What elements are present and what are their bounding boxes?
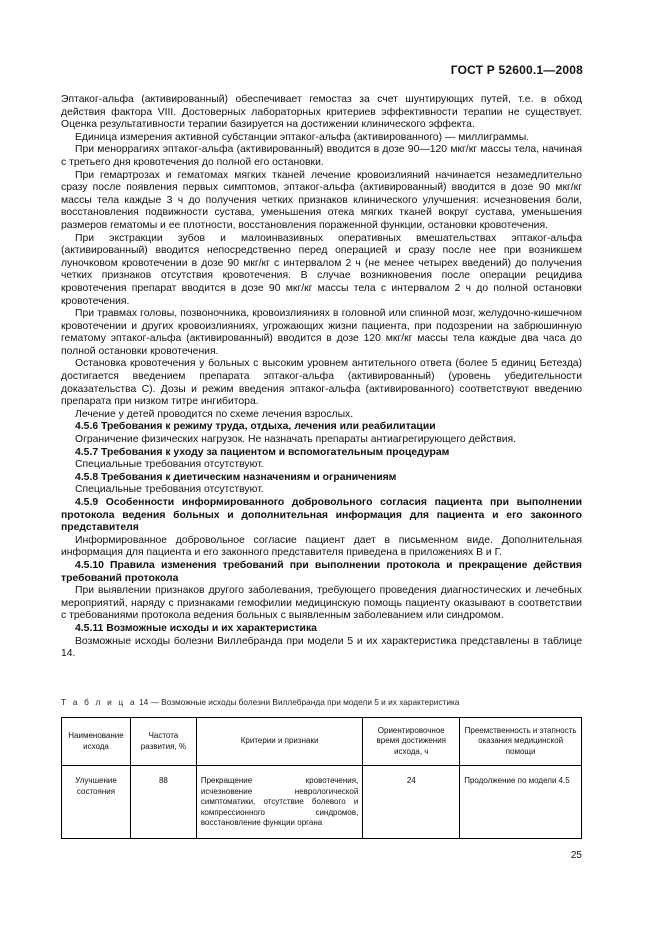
- table-row: [62, 766, 582, 839]
- column-header: Преемственность и этапность оказания медицинской помощи: [460, 718, 582, 766]
- paragraph: Специальные требования отсутствуют.: [75, 459, 264, 471]
- paragraph: При гемартрозах и гематомах мягких тканей лечение кровоизлияний начинается незамедлительно сразу после появления первых симптомов, эптаког-альфа (активированный) вводится в дозе 90 мкг/кг массы тела каждые 3 ч до получения четких признаков клинического улучшения: исчезновения боли, восстановления подвижности сустава, уменьшения отека мягких тканей вокруг сустава, уменьшения размеров гематомы и ее плотности, восстановления пораженной функции, остановки кровотечения.: [61, 169, 582, 231]
- paragraph: Единица измерения активной субстанции эптаког-альфа (активированного) — миллиграммы.: [75, 131, 530, 143]
- column-header: Частота развития, %: [130, 718, 196, 766]
- column-header: Критерии и признаки: [196, 718, 362, 766]
- paragraph: Информированное добровольное согласие пациент дает в письменном виде. Дополнительная информация для пациента и его законного представителя приведена в приложениях В и Г.: [61, 534, 582, 559]
- section-heading: 4.5.11 Возможные исходы и их характеристика: [75, 622, 317, 634]
- paragraph: При травмах головы, позвоночника, кровоизлияниях в головной или спинной мозг, желудочно-кишечном кровотечении и других кровоизлияниях, угрожающих жизни пациента, при подозрении на забрюшинную гематому эптаког-альфа (активированный) вводится в дозе 120 мкг/кг массы тела каждые два часа до полной остановки кровотечения.: [61, 308, 582, 357]
- section-heading: 4.5.10 Правила изменения требований при выполнении протокола и прекращение действия требований протокола: [61, 559, 582, 584]
- paragraph: Ограничение физических нагрузок. Не назначать препараты антиагрегирующего действия.: [75, 434, 517, 446]
- column-header: Ориентировочное время достижения исхода, ч: [363, 718, 460, 766]
- table-header-row: [62, 718, 582, 766]
- paragraph: Лечение у детей проводится по схеме лечения взрослых.: [75, 408, 354, 420]
- column-header: Наименование исхода: [62, 718, 131, 766]
- time-cell: 24: [363, 766, 460, 839]
- table-caption-text: 14 — Возможные исходы болезни Виллебранда при модели 5 и их характеристика: [136, 697, 460, 707]
- paragraph: Возможные исходы болезни Виллебранда при модели 5 и их характеристика представлены в таблице 14.: [61, 635, 582, 660]
- standard-code: ГОСТ Р 52600.1—2008: [450, 63, 583, 77]
- outcomes-table: [61, 717, 582, 839]
- paragraph: При выявлении признаков другого заболевания, требующего проведения диагностических и лечебных мероприятий, наряду с признаками гемофилии медицинскую помощь пациенту оказывают в соответствии с требованиями протокола ведения больных с выявленным заболеванием или синдромом.: [61, 585, 582, 622]
- section-heading: 4.5.8 Требования к диетическим назначениям и ограничениям: [75, 471, 397, 483]
- paragraph: Эптаког-альфа (активированный) обеспечивает гемостаз за счет шунтирующих путей, т.е. в обход действия фактора VIII. Достоверных лабораторных критериев эффективности терапии не существует. Оценка результативности терапии базируется на достижении клинического эффекта.: [61, 94, 582, 131]
- continuity-cell: Продолжение по модели 4.5: [460, 766, 582, 839]
- table-caption: [61, 697, 601, 707]
- outcome-name-cell: Улучшение состояния: [62, 766, 131, 839]
- body-text: [61, 94, 582, 661]
- frequency-cell: 88: [130, 766, 196, 839]
- criteria-cell: Прекращение кровотечения, исчезновение неврологической симптоматики, отсутствие болевого и компрессионного синдромов, восстановление функции органа: [196, 766, 362, 839]
- paragraph: При меноррагиях эптаког-альфа (активированный) вводится в дозе 90—120 мкг/кг массы тела, начиная с третьего дня кровотечения до полной его остановки.: [61, 144, 582, 168]
- page-number: 25: [570, 850, 582, 861]
- table-caption-prefix: Т а б л и ц а: [61, 697, 137, 707]
- section-heading: 4.5.9 Особенности информированного добровольного согласия пациента при выполнении протокола ведения больных и дополнительная информация для пациента и его законного представителя: [61, 497, 582, 534]
- paragraph: При экстракции зубов и малоинвазивных оперативных вмешательствах эптаког-альфа (активированный) вводится непосредственно перед операцией и сразу после нее при возникшем луночковом кровотечении в дозе 90 мкг/кг с интервалом 2 ч (не менее четырех введений) до получения четких признаков отсутствия кровотечения. В случае возникновения после операции рецидива кровотечения препарат вводится в дозе 90 мкг/кг массы тела с интервалом 2 ч до полной остановки кровотечения.: [61, 232, 582, 307]
- section-heading: 4.5.7 Требования к уходу за пациентом и вспомогательным процедурам: [75, 446, 450, 458]
- section-heading: 4.5.6 Требования к режиму труда, отдыха, лечения или реабилитации: [75, 421, 436, 433]
- paragraph: Специальные требования отсутствуют.: [75, 484, 264, 496]
- paragraph: Остановка кровотечения у больных с высоким уровнем антительного ответа (более 5 единиц Бетезда) достигается введением препарата эптаког-альфа (активированный) (уровень убедительности доказательства С). Дозы и режим введения эптаког-альфа (активированного) соответствуют введению препарата при низком титре ингибитора.: [61, 358, 582, 408]
